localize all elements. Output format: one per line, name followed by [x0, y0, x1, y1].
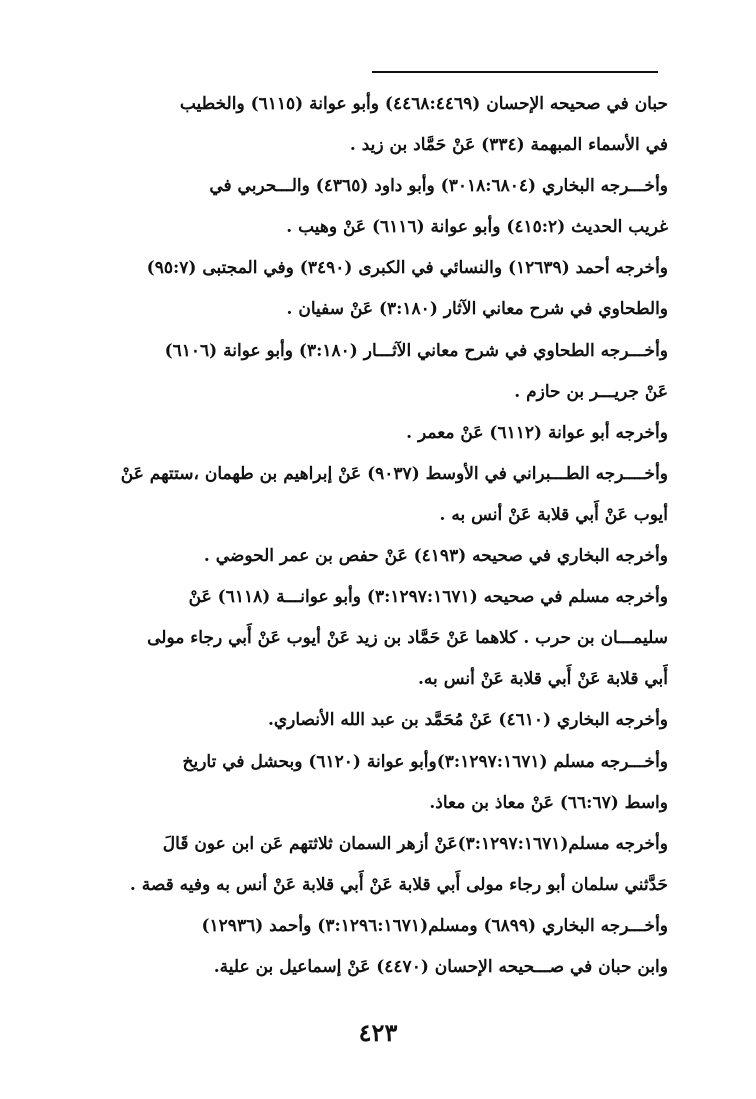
text-line: وأخرجه أحمد (١٢٦٣٩) والنسائي في الكبرى (٣٤٩٠) وفي المجتبى (٩٥:٧)	[146, 258, 668, 279]
top-divider	[372, 71, 658, 73]
text-line: وأخــــرجه الطـــبراني في الأوسط (٩٠٣٧) عَنْ إبراهيم بن طهمان ،ستتهم عَنْ	[120, 463, 668, 484]
text-line: حَدَّثني سلمان أبو رجاء مولى أَبي قلابة عَنْ أَبي قلابة عَنْ أنس به وفيه قصة .	[129, 874, 668, 895]
text-line: أيوب عَنْ أَبي قلابة عَنْ أنس به .	[439, 504, 668, 525]
text-line: أَبي قلابة عَنْ أَبي قلابة عَنْ أنس به.	[418, 669, 668, 690]
text-line: وأخـــرجه البخاري (٣٠١٨:٦٨٠٤) وأبو داود (٤٣٦٥) والـــحربي في	[209, 176, 668, 197]
text-line: والطحاوي في شرح معاني الآثار (٣:١٨٠) عَنْ سفيان .	[286, 299, 668, 320]
text-line: غريب الحديث (٤١٥:٢) وأبو عوانة (٦١١٦) عَنْ وهيب .	[286, 217, 668, 238]
text-line: وأخـــرجه مسلم (٣:١٢٩٧:١٦٧١)وأبو عوانة (٦١٢٠) وبحشل في تاريخ	[182, 751, 668, 772]
hadith-references-text	[88, 84, 668, 988]
text-line: حبان في صحيحه الإحسان (٤٤٦٨:٤٤٦٩) وأبو عوانة (٦١١٥) والخطيب	[179, 94, 668, 114]
text-line: وأخـــرجه البخاري (٦٨٩٩) ومسلم(٣:١٢٩٦:١٦٧١) وأحمد (١٢٩٣٦)	[201, 915, 668, 936]
text-line: سليمـــان بن حرب . كلاهما عَنْ حَمَّاد بن زيد عَنْ أيوب عَنْ أَبي رجاء مولى	[147, 628, 668, 649]
text-line: وأخـــرجه الطحاوي في شرح معاني الآثـــار (٣:١٨٠) وأبو عوانة (٦١٠٦)	[164, 340, 668, 361]
text-line: وابن حبان في صـــحيحه الإحسان (٤٤٧٠) عَنْ إسماعيل بن علية.	[213, 956, 668, 977]
text-line: عَنْ جريـــر بن حازم .	[514, 381, 668, 402]
text-line: واسط (٦٦:٦٧) عَنْ معاذ بن معاذ.	[429, 792, 668, 813]
text-line: وأخرجه مسلم(٣:١٢٩٧:١٦٧١)عَنْ أزهر السمان ثلاثتهم عَن ابن عون قَالَ	[162, 833, 668, 854]
text-line: وأخرجه البخاري في صحيحه (٤١٩٣) عَنْ حفص بن عمر الحوضي .	[203, 546, 668, 567]
text-line: وأخرجه مسلم في صحيحه (٣:١٢٩٧:١٦٧١) وأبو عوانـــة (٦١١٨) عَنْ	[188, 587, 668, 608]
page-number: ٤٢٣	[358, 1018, 398, 1047]
text-line: وأخرجه البخاري (٤٦١٠) عَنْ مُحَمَّد بن عبد الله الأنصاري.	[267, 710, 668, 731]
text-line: في الأسماء المبهمة (٣٣٤) عَنْ حَمَّاد بن زيد .	[349, 135, 668, 156]
text-line: وأخرجه أبو عوانة (٦١١٢) عَنْ معمر .	[406, 422, 668, 443]
